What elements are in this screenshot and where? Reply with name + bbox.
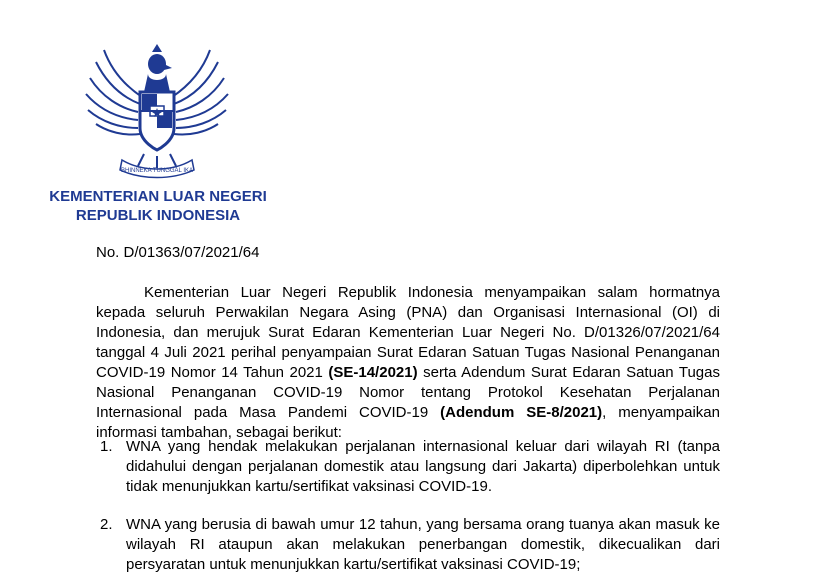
document-number: No. D/01363/07/2021/64: [96, 244, 260, 261]
intro-paragraph: [96, 283, 720, 443]
intro-reference-se14: (SE-14/2021): [328, 364, 418, 381]
garuda-pancasila-emblem: [82, 42, 232, 182]
ministry-name-line2: REPUBLIK INDONESIA: [75, 207, 241, 224]
intro-reference-adendum: (Adendum SE-8/2021): [440, 404, 603, 421]
intro-text-part1: Kementerian Luar Negeri Republik Indonesia menyampaikan salam hormatnya kepada seluruh Perwakilan Negara Asing (PNA) dan Organisasi Internasional (OI) di Indonesia, dan merujuk Surat Edaran Kementerian Luar Negeri No. D/01326/07/2021/64 tanggal 4 Juli 2021 perihal penyampaian Surat Edaran Satuan Tugas Nasional Penanganan COVID-19 Nomor 14 Tahun 2021: [96, 284, 720, 381]
list-item-number: 2.: [100, 516, 113, 533]
emblem-motto: BHINNEKA TUNGGAL IKA: [120, 168, 194, 174]
list-item-text: WNA yang berusia di bawah umur 12 tahun, yang bersama orang tuanya akan masuk ke wilayah RI ataupun akan melakukan penerbangan domestik, dikecualikan dari persyaratan untuk menunjukkan kartu/sertifikat vaksinasi COVID-19;: [126, 516, 720, 573]
list-item-text: WNA yang hendak melakukan perjalanan internasional keluar dari wilayah RI (tanpa didahului dengan perjalanan domestik atau langsung dari Jakarta) diperbolehkan untuk tidak menunjukkan kartu/sertifikat vaksinasi COVID-19.: [126, 438, 720, 495]
list-item-number: 1.: [100, 438, 113, 455]
garuda-pancasila-icon: [82, 42, 232, 182]
ministry-name-line1: KEMENTERIAN LUAR NEGERI: [49, 188, 267, 205]
ministry-header: [40, 187, 276, 225]
intro-text-part2: serta Adendum Surat Edaran Satuan Tugas Nasional Penanganan COVID-19 Nomor tentang Protokol Kesehatan Perjalanan Internasional pada Masa Pandemi COVID-19: [96, 364, 720, 421]
intro-text-part3: , menyampaikan informasi tambahan, sebagai berikut:: [96, 404, 720, 441]
